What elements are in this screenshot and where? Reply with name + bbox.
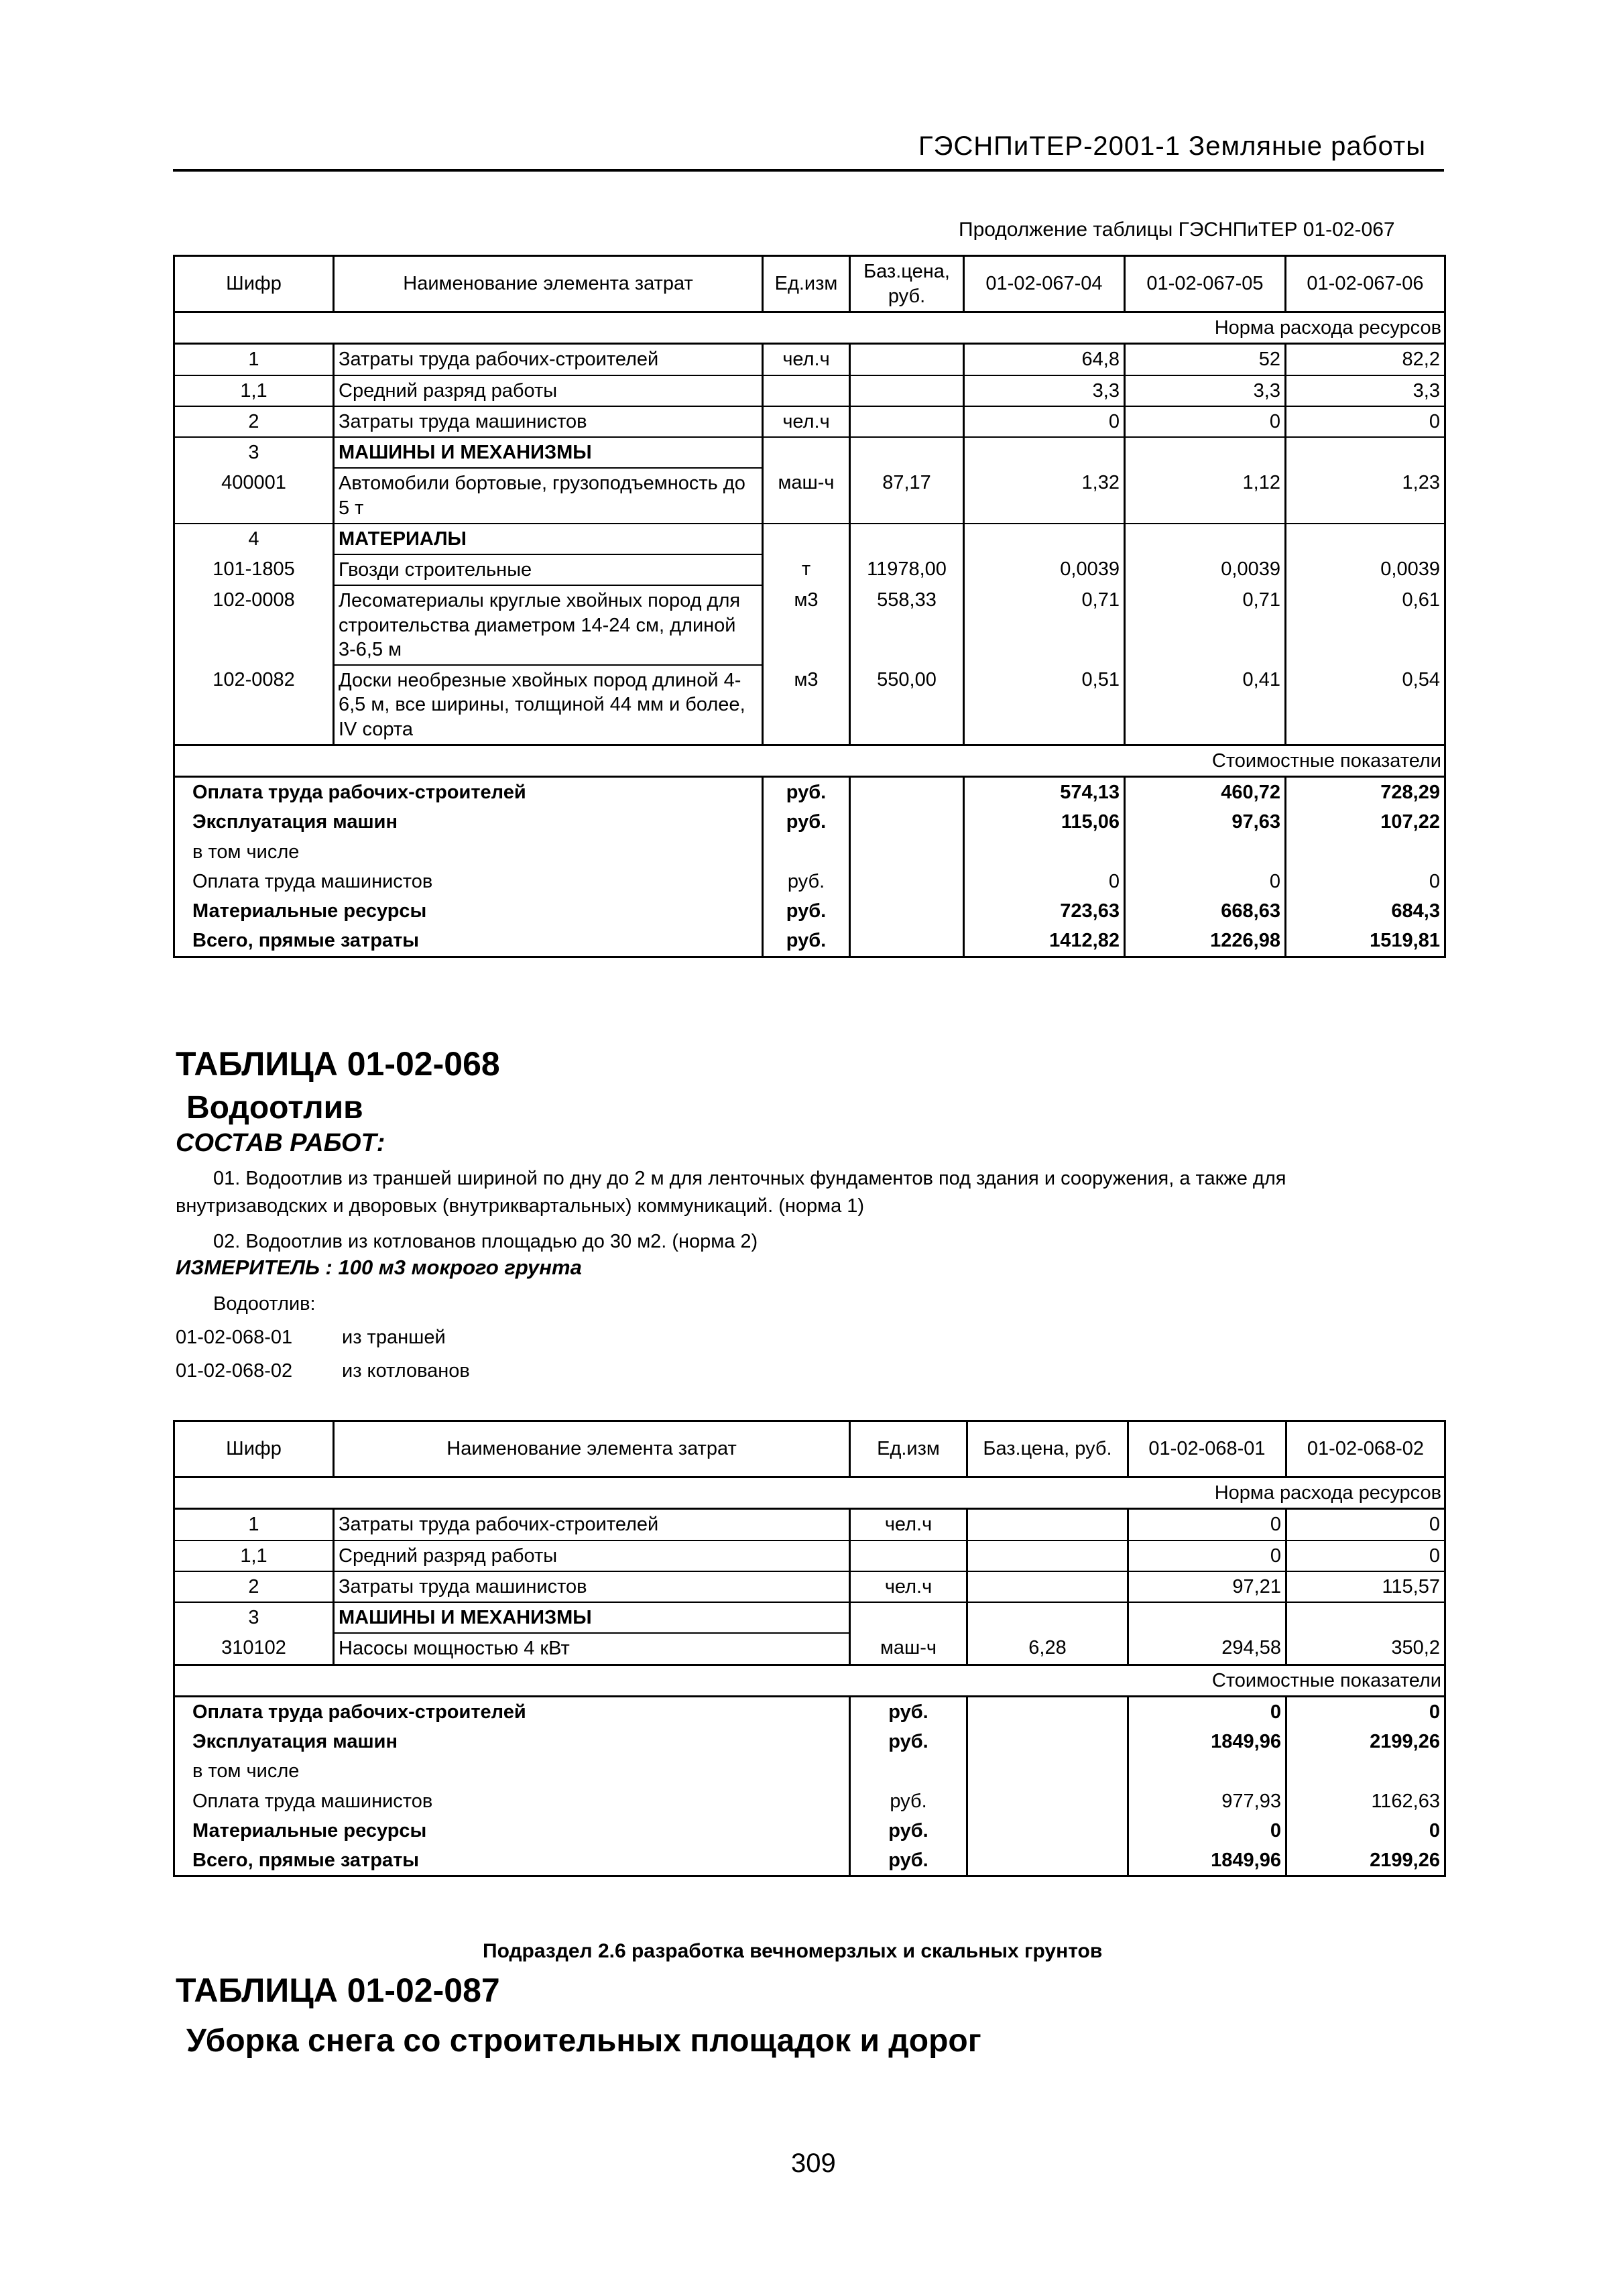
price-cell [850,406,964,437]
group-heading-cell: МАШИНЫ И МЕХАНИЗМЫ [334,437,763,468]
unit-cell [850,1602,967,1633]
value-cell: 0 [1286,1816,1445,1846]
unit-cell: руб. [763,867,850,896]
cost-row [174,1727,1445,1756]
table-row [174,406,1445,437]
code-cell: 1,1 [174,375,334,406]
price-cell [967,1727,1128,1756]
value-cell: 0,71 [1125,585,1286,665]
table-row [174,585,1445,665]
price-cell [967,1571,1128,1602]
value-cell: 0,71 [964,585,1125,665]
value-cell: 1849,96 [1128,1846,1286,1876]
header-cell: Наименование элемента затрат [334,256,763,312]
cost-row [174,1756,1445,1786]
code-cell: 102-0008 [174,585,334,665]
header-cell: 01-02-068-02 [1286,1421,1445,1477]
cost-row [174,1816,1445,1846]
price-cell [967,1602,1128,1633]
unit-cell: чел.ч [763,344,850,375]
value-cell: 2199,26 [1286,1727,1445,1756]
code-cell: 400001 [174,468,334,524]
code-cell: 2 [174,1571,334,1602]
price-cell [967,1816,1128,1846]
unit-cell: руб. [850,1787,967,1816]
cost-name-cell: Материальные ресурсы [174,1816,850,1846]
unit-cell [763,375,850,406]
header-cell: Баз.цена, руб. [967,1421,1128,1477]
name-cell: Доски необрезные хвойных пород длиной 4-6,5 м, все ширины, толщиной 44 мм и более, IV сорта [334,665,763,745]
price-cell [850,524,964,554]
price-cell [850,437,964,468]
table-row [174,1540,1445,1571]
table-title: ТАБЛИЦА 01-02-087 [176,1972,500,2009]
value-cell: 0,51 [964,665,1125,745]
value-cell: 3,3 [1286,375,1445,406]
unit-cell: чел.ч [850,1571,967,1602]
norma-band-label: Норма расхода ресурсов [174,312,1445,344]
cost-band-label: Стоимостные показатели [174,745,1445,776]
header-cell: Баз.цена, руб. [850,256,964,312]
norma-band-row [174,312,1445,344]
item-code: 01-02-068-01 [176,1327,293,1348]
sub-label: Водоотлив: [213,1293,316,1315]
value-cell [964,437,1125,468]
unit-cell [850,1756,967,1786]
value-cell: 1,32 [964,468,1125,524]
cost-name-cell: Всего, прямые затраты [174,926,763,957]
price-cell [967,1540,1128,1571]
value-cell: 0 [1125,867,1286,896]
header-cell: Шифр [174,256,334,312]
unit-cell: чел.ч [850,1509,967,1540]
code-cell: 1,1 [174,1540,334,1571]
resource-table-068 [173,1420,1446,1877]
value-cell: 1849,96 [1128,1727,1286,1756]
value-cell: 294,58 [1128,1633,1286,1665]
unit-cell: маш-ч [763,468,850,524]
price-cell: 87,17 [850,468,964,524]
code-cell: 101-1805 [174,554,334,585]
table-row [174,524,1445,554]
value-cell [1128,1602,1286,1633]
unit-cell: руб. [850,1846,967,1876]
unit-cell: руб. [850,1696,967,1727]
value-cell: 2199,26 [1286,1846,1445,1876]
table-header-row [174,256,1445,312]
table-row [174,554,1445,585]
name-cell: Затраты труда рабочих-строителей [334,344,763,375]
table-row [174,437,1445,468]
unit-cell [763,524,850,554]
work-item-1: 01. Водоотлив из траншей шириной по дну до 2 м для ленточных фундаментов под здания и сооружения, а также для внутризаводских и дворовых (внутриквартальных) коммуникаций. (норма 1) [176,1168,1286,1217]
value-cell: 107,22 [1286,807,1445,837]
cost-row [174,837,1445,867]
name-cell: Затраты труда машинистов [334,406,763,437]
item-text: из траншей [342,1327,446,1348]
value-cell: 64,8 [964,344,1125,375]
header-cell: Шифр [174,1421,334,1477]
unit-cell [763,437,850,468]
value-cell [1125,437,1286,468]
unit-cell [850,1540,967,1571]
cost-row [174,926,1445,957]
value-cell: 0 [1286,867,1445,896]
cost-name-cell: Оплата труда машинистов [174,867,763,896]
value-cell: 0 [964,867,1125,896]
price-cell [850,777,964,808]
header-rule [173,169,1444,172]
header-cell: 01-02-067-05 [1125,256,1286,312]
value-cell: 977,93 [1128,1787,1286,1816]
price-cell [850,896,964,926]
header-cell: Ед.изм [763,256,850,312]
unit-cell: руб. [850,1727,967,1756]
value-cell: 0,54 [1286,665,1445,745]
value-cell: 82,2 [1286,344,1445,375]
continuation-note: Продолжение таблицы ГЭСНПиТЕР 01-02-067 [959,219,1395,241]
value-cell: 3,3 [964,375,1125,406]
value-cell [1286,1602,1445,1633]
cost-band-row [174,1665,1445,1696]
value-cell: 0,41 [1125,665,1286,745]
cost-name-cell: Оплата труда рабочих-строителей [174,1696,850,1727]
value-cell: 723,63 [964,896,1125,926]
value-cell [1125,837,1286,867]
cost-row [174,777,1445,808]
value-cell: 0,0039 [964,554,1125,585]
value-cell [1125,524,1286,554]
value-cell: 0,0039 [1125,554,1286,585]
code-cell: 2 [174,406,334,437]
header-cell: 01-02-067-04 [964,256,1125,312]
cost-name-cell: Всего, прямые затраты [174,1846,850,1876]
value-cell [1286,1756,1445,1786]
price-cell: 11978,00 [850,554,964,585]
price-cell [850,375,964,406]
price-cell [850,867,964,896]
name-cell: Гвозди строительные [334,554,763,585]
measure-unit: ИЗМЕРИТЕЛЬ : 100 м3 мокрого грунта [176,1256,582,1279]
item-text: из котлованов [342,1360,470,1382]
sostav-label: СОСТАВ РАБОТ: [176,1129,385,1157]
value-cell: 0 [964,406,1125,437]
value-cell: 0 [1128,1696,1286,1727]
code-cell: 310102 [174,1633,334,1665]
code-cell: 3 [174,437,334,468]
code-cell: 1 [174,1509,334,1540]
norma-band-label: Норма расхода ресурсов [174,1477,1445,1509]
section-title: Уборка снега со строительных площадок и дорог [186,2023,981,2059]
cost-row [174,896,1445,926]
table-row [174,344,1445,375]
page-number: 309 [791,2149,836,2178]
group-heading-cell: МАТЕРИАЛЫ [334,524,763,554]
value-cell: 0 [1125,406,1286,437]
unit-cell: руб. [763,896,850,926]
price-cell [850,837,964,867]
unit-cell: маш-ч [850,1633,967,1665]
value-cell: 684,3 [1286,896,1445,926]
value-cell: 52 [1125,344,1286,375]
value-cell: 1,23 [1286,468,1445,524]
cost-row [174,867,1445,896]
cost-band-row [174,745,1445,776]
value-cell: 97,21 [1128,1571,1286,1602]
value-cell [964,837,1125,867]
header-cell: 01-02-068-01 [1128,1421,1286,1477]
price-cell [967,1846,1128,1876]
table-row [174,1509,1445,1540]
code-cell: 3 [174,1602,334,1633]
unit-cell: м3 [763,665,850,745]
norma-band-row [174,1477,1445,1509]
unit-cell: руб. [763,777,850,808]
value-cell: 728,29 [1286,777,1445,808]
unit-cell: м3 [763,585,850,665]
table-row [174,468,1445,524]
section-title: Водоотлив [186,1090,363,1126]
value-cell: 0 [1128,1509,1286,1540]
cost-band-label: Стоимостные показатели [174,1665,1445,1696]
price-cell: 558,33 [850,585,964,665]
price-cell [967,1787,1128,1816]
value-cell: 3,3 [1125,375,1286,406]
name-cell: Затраты труда рабочих-строителей [334,1509,850,1540]
unit-cell: руб. [850,1816,967,1846]
price-cell: 6,28 [967,1633,1128,1665]
name-cell: Средний разряд работы [334,375,763,406]
value-cell: 0,0039 [1286,554,1445,585]
value-cell: 668,63 [1125,896,1286,926]
value-cell: 1,12 [1125,468,1286,524]
value-cell: 574,13 [964,777,1125,808]
value-cell [1286,837,1445,867]
cost-name-cell: в том числе [174,1756,850,1786]
cost-name-cell: Материальные ресурсы [174,896,763,926]
unit-cell: руб. [763,926,850,957]
price-cell [850,344,964,375]
resource-table-067 [173,255,1446,958]
unit-cell [763,837,850,867]
value-cell [1286,437,1445,468]
code-cell: 1 [174,344,334,375]
value-cell: 1519,81 [1286,926,1445,957]
value-cell: 97,63 [1125,807,1286,837]
value-cell: 1226,98 [1125,926,1286,957]
table-title: ТАБЛИЦА 01-02-068 [176,1045,500,1083]
table-row [174,1602,1445,1633]
cost-name-cell: Эксплуатация машин [174,1727,850,1756]
value-cell: 350,2 [1286,1633,1445,1665]
cost-name-cell: Оплата труда машинистов [174,1787,850,1816]
value-cell: 1162,63 [1286,1787,1445,1816]
value-cell: 0 [1286,1696,1445,1727]
value-cell: 115,06 [964,807,1125,837]
cost-row [174,1696,1445,1727]
header-cell: Ед.изм [850,1421,967,1477]
table-row [174,375,1445,406]
value-cell: 0,61 [1286,585,1445,665]
price-cell [850,807,964,837]
cost-name-cell: Оплата труда рабочих-строителей [174,777,763,808]
unit-cell: т [763,554,850,585]
unit-cell: чел.ч [763,406,850,437]
value-cell: 0 [1286,406,1445,437]
value-cell: 460,72 [1125,777,1286,808]
group-heading-cell: МАШИНЫ И МЕХАНИЗМЫ [334,1602,850,1633]
value-cell: 0 [1128,1816,1286,1846]
cost-row [174,1787,1445,1816]
code-cell: 102-0082 [174,665,334,745]
name-cell: Лесоматериалы круглые хвойных пород для строительства диаметром 14-24 см, длиной 3-6,5 м [334,585,763,665]
value-cell: 115,57 [1286,1571,1445,1602]
value-cell [1128,1756,1286,1786]
name-cell: Затраты труда машинистов [334,1571,850,1602]
name-cell: Насосы мощностью 4 кВт [334,1633,850,1665]
cost-row [174,807,1445,837]
header-cell: 01-02-067-06 [1286,256,1445,312]
value-cell [1286,524,1445,554]
item-code: 01-02-068-02 [176,1360,293,1382]
value-cell: 0 [1286,1509,1445,1540]
header-cell: Наименование элемента затрат [334,1421,850,1477]
table-row [174,665,1445,745]
price-cell [850,926,964,957]
table-header-row [174,1421,1445,1477]
work-item-2: 02. Водоотлив из котлованов площадью до 30 м2. (норма 2) [213,1231,758,1252]
cost-name-cell: Эксплуатация машин [174,807,763,837]
cost-name-cell: в том числе [174,837,763,867]
subsection-note: Подраздел 2.6 разработка вечномерзлых и скальных грунтов [483,1940,1103,1962]
table-row [174,1633,1445,1665]
name-cell: Средний разряд работы [334,1540,850,1571]
cost-row [174,1846,1445,1876]
price-cell [967,1696,1128,1727]
value-cell: 1412,82 [964,926,1125,957]
table-row [174,1571,1445,1602]
unit-cell: руб. [763,807,850,837]
value-cell: 0 [1286,1540,1445,1571]
price-cell: 550,00 [850,665,964,745]
running-header: ГЭСНПиТЕР-2001-1 Земляные работы [918,131,1426,161]
value-cell: 0 [1128,1540,1286,1571]
price-cell [967,1509,1128,1540]
price-cell [967,1756,1128,1786]
code-cell: 4 [174,524,334,554]
name-cell: Автомобили бортовые, грузоподъемность до 5 т [334,468,763,524]
value-cell [964,524,1125,554]
